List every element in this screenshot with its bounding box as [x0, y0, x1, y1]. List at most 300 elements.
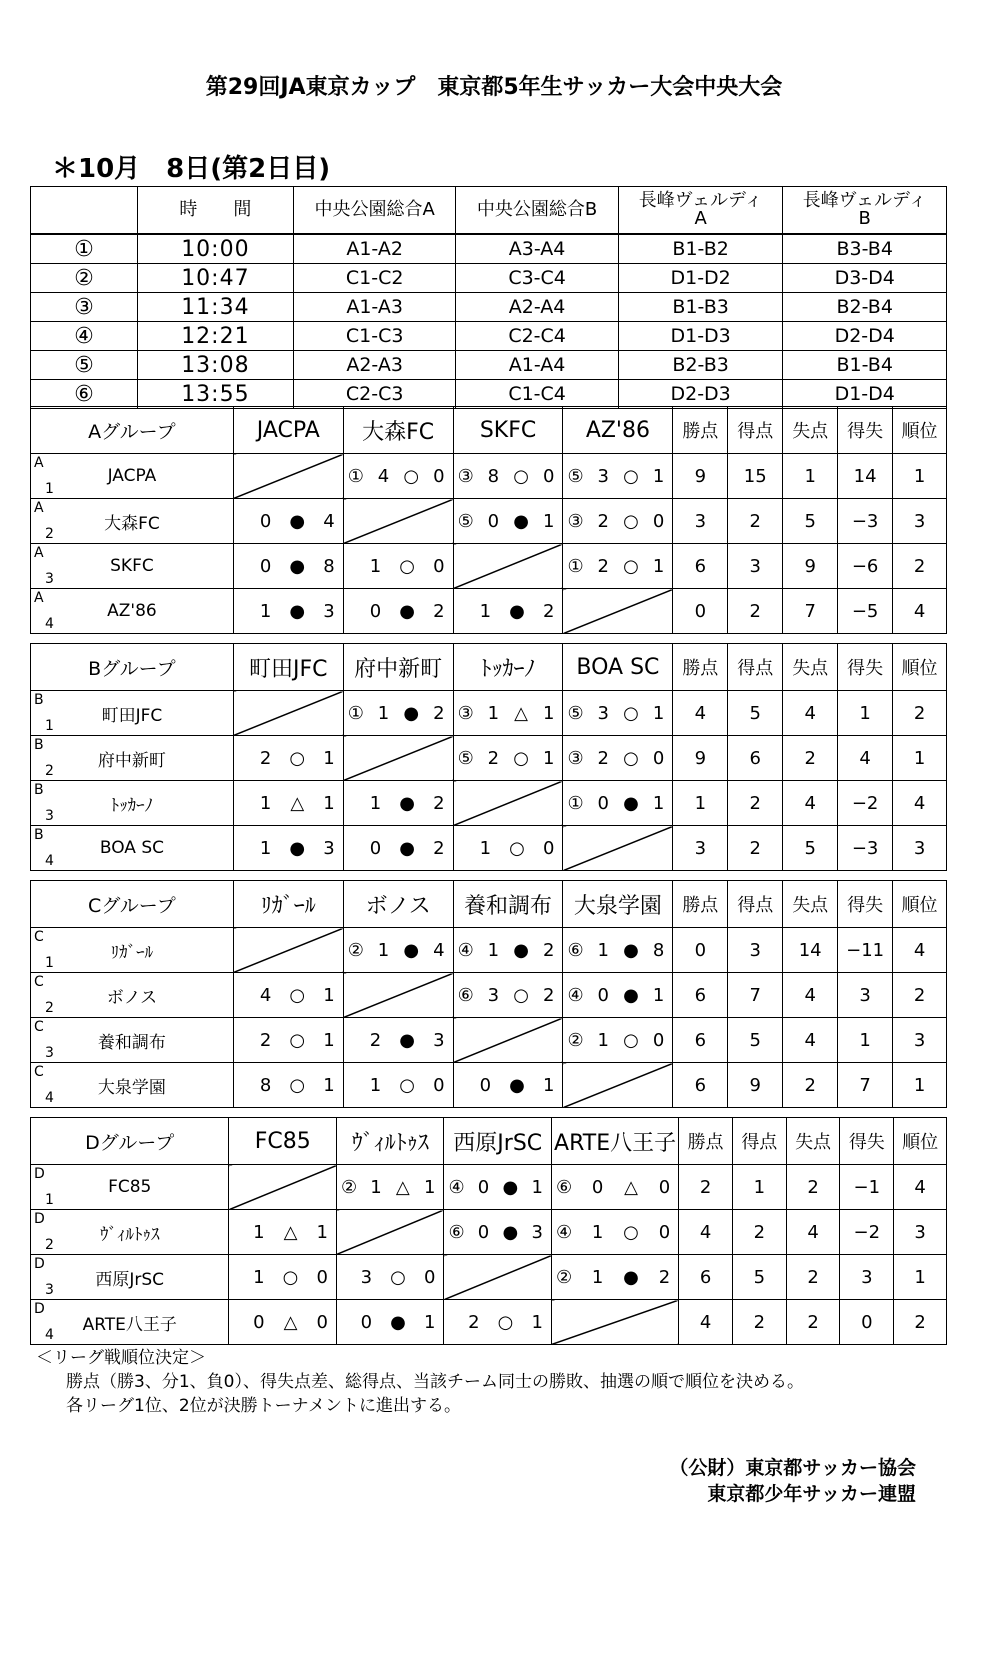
schedule-row [31, 264, 947, 293]
goals-against: 1 [323, 984, 335, 1006]
match-result [563, 781, 673, 826]
goals-against: 2 [543, 939, 555, 961]
result-line [563, 703, 672, 724]
schedule-header-cell [783, 187, 947, 235]
stat-header: 失点 [783, 881, 838, 928]
match-result [233, 736, 343, 781]
kickoff-time: 13:08 [137, 351, 293, 380]
goals-against: 1 [323, 747, 335, 769]
stat-value: 2 [732, 1300, 786, 1345]
match-pairing: B2-B3 [618, 351, 783, 380]
team-code-letter: D [34, 1211, 45, 1227]
result-mark: ● [390, 1311, 406, 1333]
goals-for: 1 [597, 1029, 609, 1051]
match-result [343, 454, 453, 499]
match-date: ＊10月 8日(第2日目) [52, 154, 331, 184]
team-code-letter: C [34, 1019, 44, 1035]
match-result [563, 1018, 673, 1063]
team-code-number: 2 [45, 763, 54, 779]
result-mark: ○ [403, 465, 420, 487]
schedule-header-text: 中央公園総合A [314, 199, 435, 220]
result-mark: ○ [623, 1029, 639, 1051]
self-match-cell [563, 589, 673, 634]
result-mark: △ [283, 1311, 298, 1333]
match-pairing: B1-B3 [618, 293, 783, 322]
schedule-header-cell [137, 187, 293, 235]
goals-for: 4 [259, 984, 272, 1006]
schedule-header-cell [456, 187, 618, 235]
stat-value: 4 [783, 781, 838, 826]
goals-for: 0 [369, 600, 382, 622]
goals-for: 1 [369, 792, 382, 814]
match-result [563, 499, 673, 544]
goals-for: 8 [487, 465, 500, 487]
round-marker: ② [347, 939, 364, 961]
team-name: 西原JrSC [95, 1269, 165, 1290]
round-number: ⑥ [31, 380, 138, 409]
stat-header: 順位 [893, 644, 947, 691]
result-line [454, 1075, 563, 1096]
match-pairing: D2-D4 [783, 322, 947, 351]
result-line [552, 1222, 678, 1243]
stat-value: 4 [783, 973, 838, 1018]
group-table-d [30, 1117, 947, 1345]
stat-value: 2 [893, 691, 947, 736]
match-result [343, 781, 453, 826]
page-title: 第29回JA東京カップ 東京都5年生サッカー大会中央大会 [205, 75, 783, 100]
round-marker: ④ [567, 984, 584, 1006]
stat-value: 5 [728, 1018, 783, 1063]
round-marker: ⑤ [457, 510, 474, 532]
goals-for: 0 [259, 510, 272, 532]
schedule-header-cell [293, 187, 455, 235]
result-line [344, 1030, 453, 1051]
goals-against: 1 [323, 1074, 335, 1096]
team-row [31, 1300, 947, 1345]
group-header-row [31, 407, 947, 454]
goals-against: 3 [531, 1221, 543, 1243]
result-line [337, 1177, 444, 1198]
team-row [31, 1210, 947, 1255]
result-mark: ○ [289, 747, 306, 769]
stat-value: 9 [673, 454, 728, 499]
result-line [444, 1222, 551, 1243]
goals-for: 2 [369, 1029, 382, 1051]
stat-value: −11 [838, 928, 893, 973]
schedule-header-text: A [694, 208, 707, 229]
goals-for: 2 [597, 510, 609, 532]
match-result [453, 499, 563, 544]
match-pairing: B3-B4 [783, 234, 947, 264]
result-mark: ○ [509, 837, 525, 859]
goals-against: 4 [433, 939, 445, 961]
goals-against: 8 [323, 555, 335, 577]
round-marker: ① [347, 465, 364, 487]
stat-value: 1 [893, 1063, 947, 1108]
stat-value: 2 [783, 736, 838, 781]
stat-value: 2 [893, 544, 947, 589]
match-result [563, 973, 673, 1018]
match-result [551, 1255, 678, 1300]
goals-against: 0 [652, 747, 665, 769]
result-mark: ● [289, 510, 306, 532]
group-table-a [30, 406, 947, 634]
stat-value: 2 [786, 1165, 840, 1210]
result-line [234, 1030, 343, 1051]
team-cell [31, 1300, 229, 1345]
team-name: ボノス [106, 987, 158, 1008]
stat-value: 2 [786, 1300, 840, 1345]
goals-for: 1 [259, 837, 272, 859]
stat-value: 2 [732, 1210, 786, 1255]
stat-value: 4 [893, 928, 947, 973]
team-name: 町田JFC [101, 705, 163, 726]
goals-against: 1 [424, 1311, 436, 1333]
team-row [31, 781, 947, 826]
result-line [552, 1177, 678, 1198]
result-line [229, 1222, 336, 1243]
goals-against: 2 [658, 1266, 671, 1288]
result-line [563, 1030, 672, 1051]
stat-value: 1 [783, 454, 838, 499]
self-match-cell [453, 1018, 563, 1063]
organizer-footer [669, 1455, 916, 1507]
round-marker: ② [555, 1266, 573, 1288]
team-row [31, 589, 947, 634]
self-match-cell [343, 736, 453, 781]
match-result [229, 1210, 337, 1255]
team-name: ARTE八王子 [82, 1314, 177, 1335]
goals-for: 2 [468, 1311, 480, 1333]
stat-value: 2 [786, 1255, 840, 1300]
match-result [563, 736, 673, 781]
goals-for: 1 [597, 939, 609, 961]
result-mark: △ [283, 1221, 298, 1243]
round-marker: ⑤ [567, 465, 584, 487]
opponent-header: JACPA [233, 407, 343, 454]
team-code-letter: C [34, 929, 44, 945]
match-result [343, 691, 453, 736]
result-line [344, 838, 453, 859]
goals-against: 1 [323, 1029, 335, 1051]
group-table-b [30, 643, 947, 871]
team-code-number: 4 [45, 1090, 54, 1106]
result-line [563, 793, 672, 814]
result-mark: ○ [282, 1266, 299, 1288]
team-code-letter: A [34, 500, 44, 516]
stat-header: 順位 [893, 407, 947, 454]
result-mark: ○ [623, 747, 639, 769]
team-row [31, 1165, 947, 1210]
team-code-letter: D [34, 1256, 45, 1272]
stat-value: 3 [673, 499, 728, 544]
goals-for: 1 [369, 1074, 382, 1096]
stat-value: −2 [838, 781, 893, 826]
stat-value: 9 [728, 1063, 783, 1108]
schedule-row [31, 322, 947, 351]
round-marker: ③ [457, 465, 474, 487]
result-mark: ● [513, 939, 529, 961]
match-result [444, 1300, 552, 1345]
round-number: ⑤ [31, 351, 138, 380]
stat-value: −3 [838, 826, 893, 871]
match-pairing: B2-B4 [783, 293, 947, 322]
match-result [336, 1300, 444, 1345]
result-line [229, 1312, 336, 1333]
opponent-header: 大森FC [343, 407, 453, 454]
result-mark: ● [403, 702, 420, 724]
goals-against: 1 [652, 792, 665, 814]
stat-header: 得失 [838, 644, 893, 691]
match-pairing: B1-B2 [618, 234, 783, 264]
schedule-header-text: 時 間 [179, 199, 252, 220]
result-mark: ● [509, 600, 525, 622]
organizer-1: （公財）東京都サッカー協会 [669, 1457, 916, 1479]
stat-value: 2 [894, 1300, 947, 1345]
match-result [343, 589, 453, 634]
result-mark: ○ [289, 984, 306, 1006]
match-result [453, 973, 563, 1018]
goals-against: 0 [543, 837, 555, 859]
match-pairing: D1-D2 [618, 264, 783, 293]
team-code-number: 4 [45, 616, 54, 632]
stat-header: 得点 [728, 881, 783, 928]
match-result [233, 1063, 343, 1108]
match-result [343, 826, 453, 871]
result-line [454, 748, 563, 769]
match-pairing: C1-C4 [456, 380, 618, 409]
goals-against: 0 [316, 1311, 328, 1333]
notes-heading: ＜リーグ戦順位決定＞ [36, 1348, 206, 1368]
team-code-number: 3 [45, 808, 54, 824]
goals-for: 0 [259, 555, 272, 577]
self-match-cell [233, 691, 343, 736]
stat-value: 7 [783, 589, 838, 634]
goals-for: 0 [479, 1074, 492, 1096]
stat-header: 順位 [893, 881, 947, 928]
result-mark: ● [289, 837, 306, 859]
result-mark: ○ [513, 465, 529, 487]
stat-value: 2 [728, 589, 783, 634]
match-result [343, 928, 453, 973]
goals-for: 1 [253, 1266, 265, 1288]
stat-value: 3 [893, 499, 947, 544]
result-mark: ○ [623, 1221, 639, 1243]
stat-value: 6 [673, 1063, 728, 1108]
match-result [233, 544, 343, 589]
stat-value: 3 [840, 1255, 894, 1300]
stat-value: 4 [894, 1165, 947, 1210]
opponent-header: ARTE八王子 [551, 1118, 678, 1165]
stat-value: 4 [893, 781, 947, 826]
round-number: ③ [31, 293, 138, 322]
team-row [31, 454, 947, 499]
group-label: Dグループ [31, 1118, 229, 1165]
result-line [563, 985, 672, 1006]
stat-value: 9 [783, 544, 838, 589]
result-line [344, 703, 453, 724]
team-name: 養和調布 [97, 1032, 166, 1053]
result-mark: ● [502, 1176, 519, 1198]
goals-for: 1 [487, 939, 500, 961]
opponent-header: BOA SC [563, 644, 673, 691]
goals-for: 0 [477, 1221, 490, 1243]
goals-against: 1 [543, 1074, 555, 1096]
goals-for: 2 [597, 747, 609, 769]
opponent-header: ﾄｯｶｰﾉ [453, 644, 563, 691]
round-marker: ⑥ [567, 939, 584, 961]
match-pairing: A1-A2 [293, 234, 455, 264]
schedule-row [31, 351, 947, 380]
result-mark: ○ [623, 555, 639, 577]
result-mark: ● [399, 792, 415, 814]
match-result [229, 1255, 337, 1300]
round-marker: ① [567, 792, 584, 814]
kickoff-time: 10:47 [137, 264, 293, 293]
stat-value: 15 [728, 454, 783, 499]
result-line [444, 1312, 551, 1333]
team-name: 大森FC [104, 513, 160, 534]
self-match-cell [563, 826, 673, 871]
schedule-row [31, 293, 947, 322]
match-result [233, 1018, 343, 1063]
stat-value: 4 [783, 1018, 838, 1063]
match-result [453, 826, 563, 871]
round-marker: ② [567, 1029, 584, 1051]
round-marker: ③ [457, 702, 474, 724]
stat-value: 3 [894, 1210, 947, 1255]
goals-for: 1 [487, 702, 500, 724]
team-name: 大泉学園 [97, 1077, 166, 1098]
team-code-number: 4 [45, 1327, 54, 1343]
organizer-2: 東京都少年サッカー連盟 [707, 1483, 916, 1505]
result-mark: ○ [623, 510, 639, 532]
round-number: ④ [31, 322, 138, 351]
round-marker: ⑤ [457, 747, 474, 769]
goals-for: 3 [597, 465, 609, 487]
goals-for: 0 [597, 984, 609, 1006]
team-code-letter: C [34, 974, 44, 990]
match-result [233, 499, 343, 544]
opponent-header: SKFC [453, 407, 563, 454]
result-line [563, 466, 672, 487]
result-line [234, 601, 343, 622]
team-name: ﾄｯｶｰﾉ [110, 795, 154, 816]
stat-value: 5 [783, 826, 838, 871]
team-row [31, 928, 947, 973]
stat-value: 4 [893, 589, 947, 634]
result-mark: △ [624, 1176, 638, 1198]
team-cell [31, 454, 234, 499]
schedule-table [30, 186, 947, 409]
goals-against: 1 [323, 792, 335, 814]
round-marker: ③ [567, 510, 584, 532]
match-result [343, 1063, 453, 1108]
goals-against: 2 [433, 702, 445, 724]
notes-line-1: 勝点（勝3、分1、負0）、得失点差、総得点、当該チーム同士の勝敗、抽選の順で順位を決める。 [66, 1372, 804, 1392]
stat-header: 勝点 [673, 644, 728, 691]
round-marker: ② [340, 1176, 358, 1198]
team-row [31, 1018, 947, 1063]
opponent-header: 府中新町 [343, 644, 453, 691]
result-mark: ● [403, 939, 420, 961]
stat-value: 14 [838, 454, 893, 499]
goals-for: 0 [360, 1311, 373, 1333]
team-row [31, 826, 947, 871]
team-cell [31, 1165, 229, 1210]
team-code-letter: A [34, 590, 44, 606]
stat-header: 勝点 [679, 1118, 733, 1165]
team-code-letter: D [34, 1301, 45, 1317]
goals-against: 0 [433, 1074, 445, 1096]
goals-against: 1 [531, 1176, 543, 1198]
stat-value: −5 [838, 589, 893, 634]
result-line [344, 793, 453, 814]
goals-for: 4 [377, 465, 390, 487]
match-result [336, 1255, 444, 1300]
goals-for: 2 [259, 747, 272, 769]
stat-value: 7 [728, 973, 783, 1018]
ranking-notes [36, 1346, 804, 1418]
team-code-letter: B [34, 782, 44, 798]
match-result [336, 1165, 444, 1210]
stat-value: 4 [838, 736, 893, 781]
stat-value: 3 [838, 973, 893, 1018]
match-pairing: D1-D4 [783, 380, 947, 409]
result-line [552, 1267, 678, 1288]
schedule-row [31, 380, 947, 409]
goals-against: 1 [543, 747, 555, 769]
result-line [234, 793, 343, 814]
match-result [229, 1300, 337, 1345]
stat-value: 0 [673, 589, 728, 634]
round-marker: ① [347, 702, 364, 724]
result-mark: ● [399, 837, 415, 859]
goals-for: 3 [360, 1266, 373, 1288]
match-pairing: A3-A4 [456, 234, 618, 264]
goals-for: 8 [259, 1074, 272, 1096]
goals-against: 0 [433, 465, 445, 487]
result-line [454, 703, 563, 724]
opponent-header: ボノス [343, 881, 453, 928]
goals-against: 2 [543, 984, 555, 1006]
goals-against: 2 [433, 792, 445, 814]
opponent-header: ﾘｶﾞｰﾙ [233, 881, 343, 928]
match-pairing: C1-C2 [293, 264, 455, 293]
result-mark: △ [514, 702, 528, 724]
match-pairing: C1-C3 [293, 322, 455, 351]
team-name: BOA SC [99, 838, 164, 858]
result-line [234, 1075, 343, 1096]
match-result [233, 826, 343, 871]
group-header-row [31, 1118, 947, 1165]
result-mark: ○ [497, 1311, 514, 1333]
stat-header: 得失 [838, 407, 893, 454]
round-marker: ⑥ [555, 1176, 573, 1198]
goals-against: 3 [433, 1029, 445, 1051]
result-line [454, 985, 563, 1006]
round-marker: ⑤ [567, 702, 584, 724]
stat-value: 5 [732, 1255, 786, 1300]
match-pairing: A1-A3 [293, 293, 455, 322]
team-cell [31, 928, 234, 973]
result-mark: △ [395, 1176, 410, 1198]
goals-for: 1 [591, 1266, 604, 1288]
group-label: Aグループ [31, 407, 234, 454]
goals-for: 0 [253, 1311, 265, 1333]
team-code-number: 1 [45, 718, 54, 734]
team-name: ｳﾞｨﾙﾄｩｽ [99, 1224, 160, 1245]
